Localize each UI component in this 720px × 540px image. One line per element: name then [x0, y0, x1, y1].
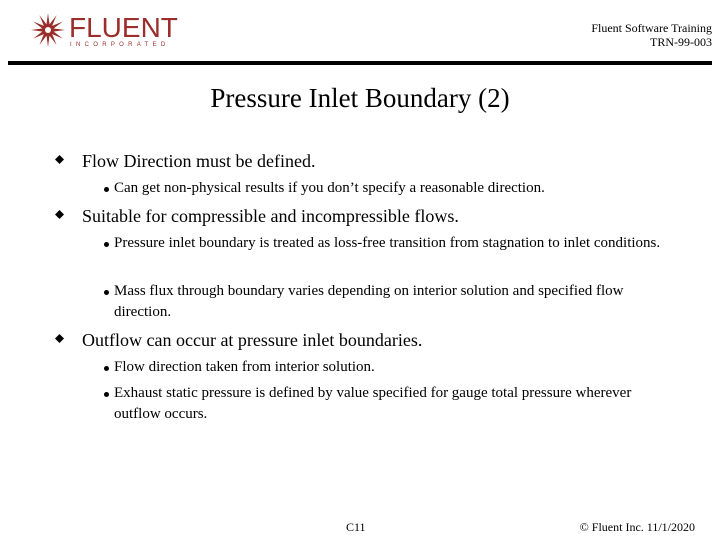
sub-bullet: [114, 383, 674, 425]
header-code: TRN-99-003: [650, 35, 712, 49]
sub-bullet-text: Flow direction taken from interior solution.: [114, 359, 375, 375]
sub-bullet-text: Pressure inlet boundary is treated as loss-free transition from stagnation to inlet conditions.: [114, 235, 661, 251]
dot-bullet-icon: [104, 187, 109, 192]
diamond-bullet-icon: [55, 210, 64, 219]
bullet-text: Flow Direction must be defined.: [82, 151, 316, 171]
dot-bullet-icon: [104, 366, 109, 371]
bullet-outflow: [82, 330, 422, 350]
header-course: Fluent Software Training: [591, 21, 712, 35]
header-divider: [8, 61, 712, 65]
bullet-text: Suitable for compressible and incompressible flows.: [82, 206, 459, 226]
header-info: [591, 21, 712, 49]
sub-bullet-text: Mass flux through boundary varies depending on interior solution and specified flow direction.: [114, 283, 624, 320]
sub-bullet: [114, 178, 674, 199]
dot-bullet-icon: [104, 392, 109, 397]
copyright-notice: © Fluent Inc. 11/1/2020: [579, 520, 695, 534]
dot-bullet-icon: [104, 242, 109, 247]
sub-bullet: [114, 357, 674, 378]
sub-bullet-text: Exhaust static pressure is defined by value specified for gauge total pressure wherever outflow occurs.: [114, 385, 632, 422]
logo-subtitle: INCORPORATED: [70, 42, 170, 48]
starburst-logo-icon: [30, 12, 66, 48]
sub-bullet: [114, 281, 674, 323]
dot-bullet-icon: [104, 290, 109, 295]
slide-title: Pressure Inlet Boundary (2): [210, 83, 510, 113]
sub-bullet: [114, 233, 674, 254]
diamond-bullet-icon: [55, 155, 64, 164]
diamond-bullet-icon: [55, 334, 64, 343]
fluent-logo: [30, 12, 178, 48]
bullet-compressible-flows: [82, 206, 459, 226]
bullet-text: Outflow can occur at pressure inlet boundaries.: [82, 330, 423, 350]
logo-wordmark: FLUENT: [69, 12, 178, 43]
page-number: C11: [346, 520, 366, 534]
bullet-flow-direction: [82, 151, 315, 171]
sub-bullet-text: Can get non-physical results if you don’t specify a reasonable direction.: [114, 180, 545, 196]
